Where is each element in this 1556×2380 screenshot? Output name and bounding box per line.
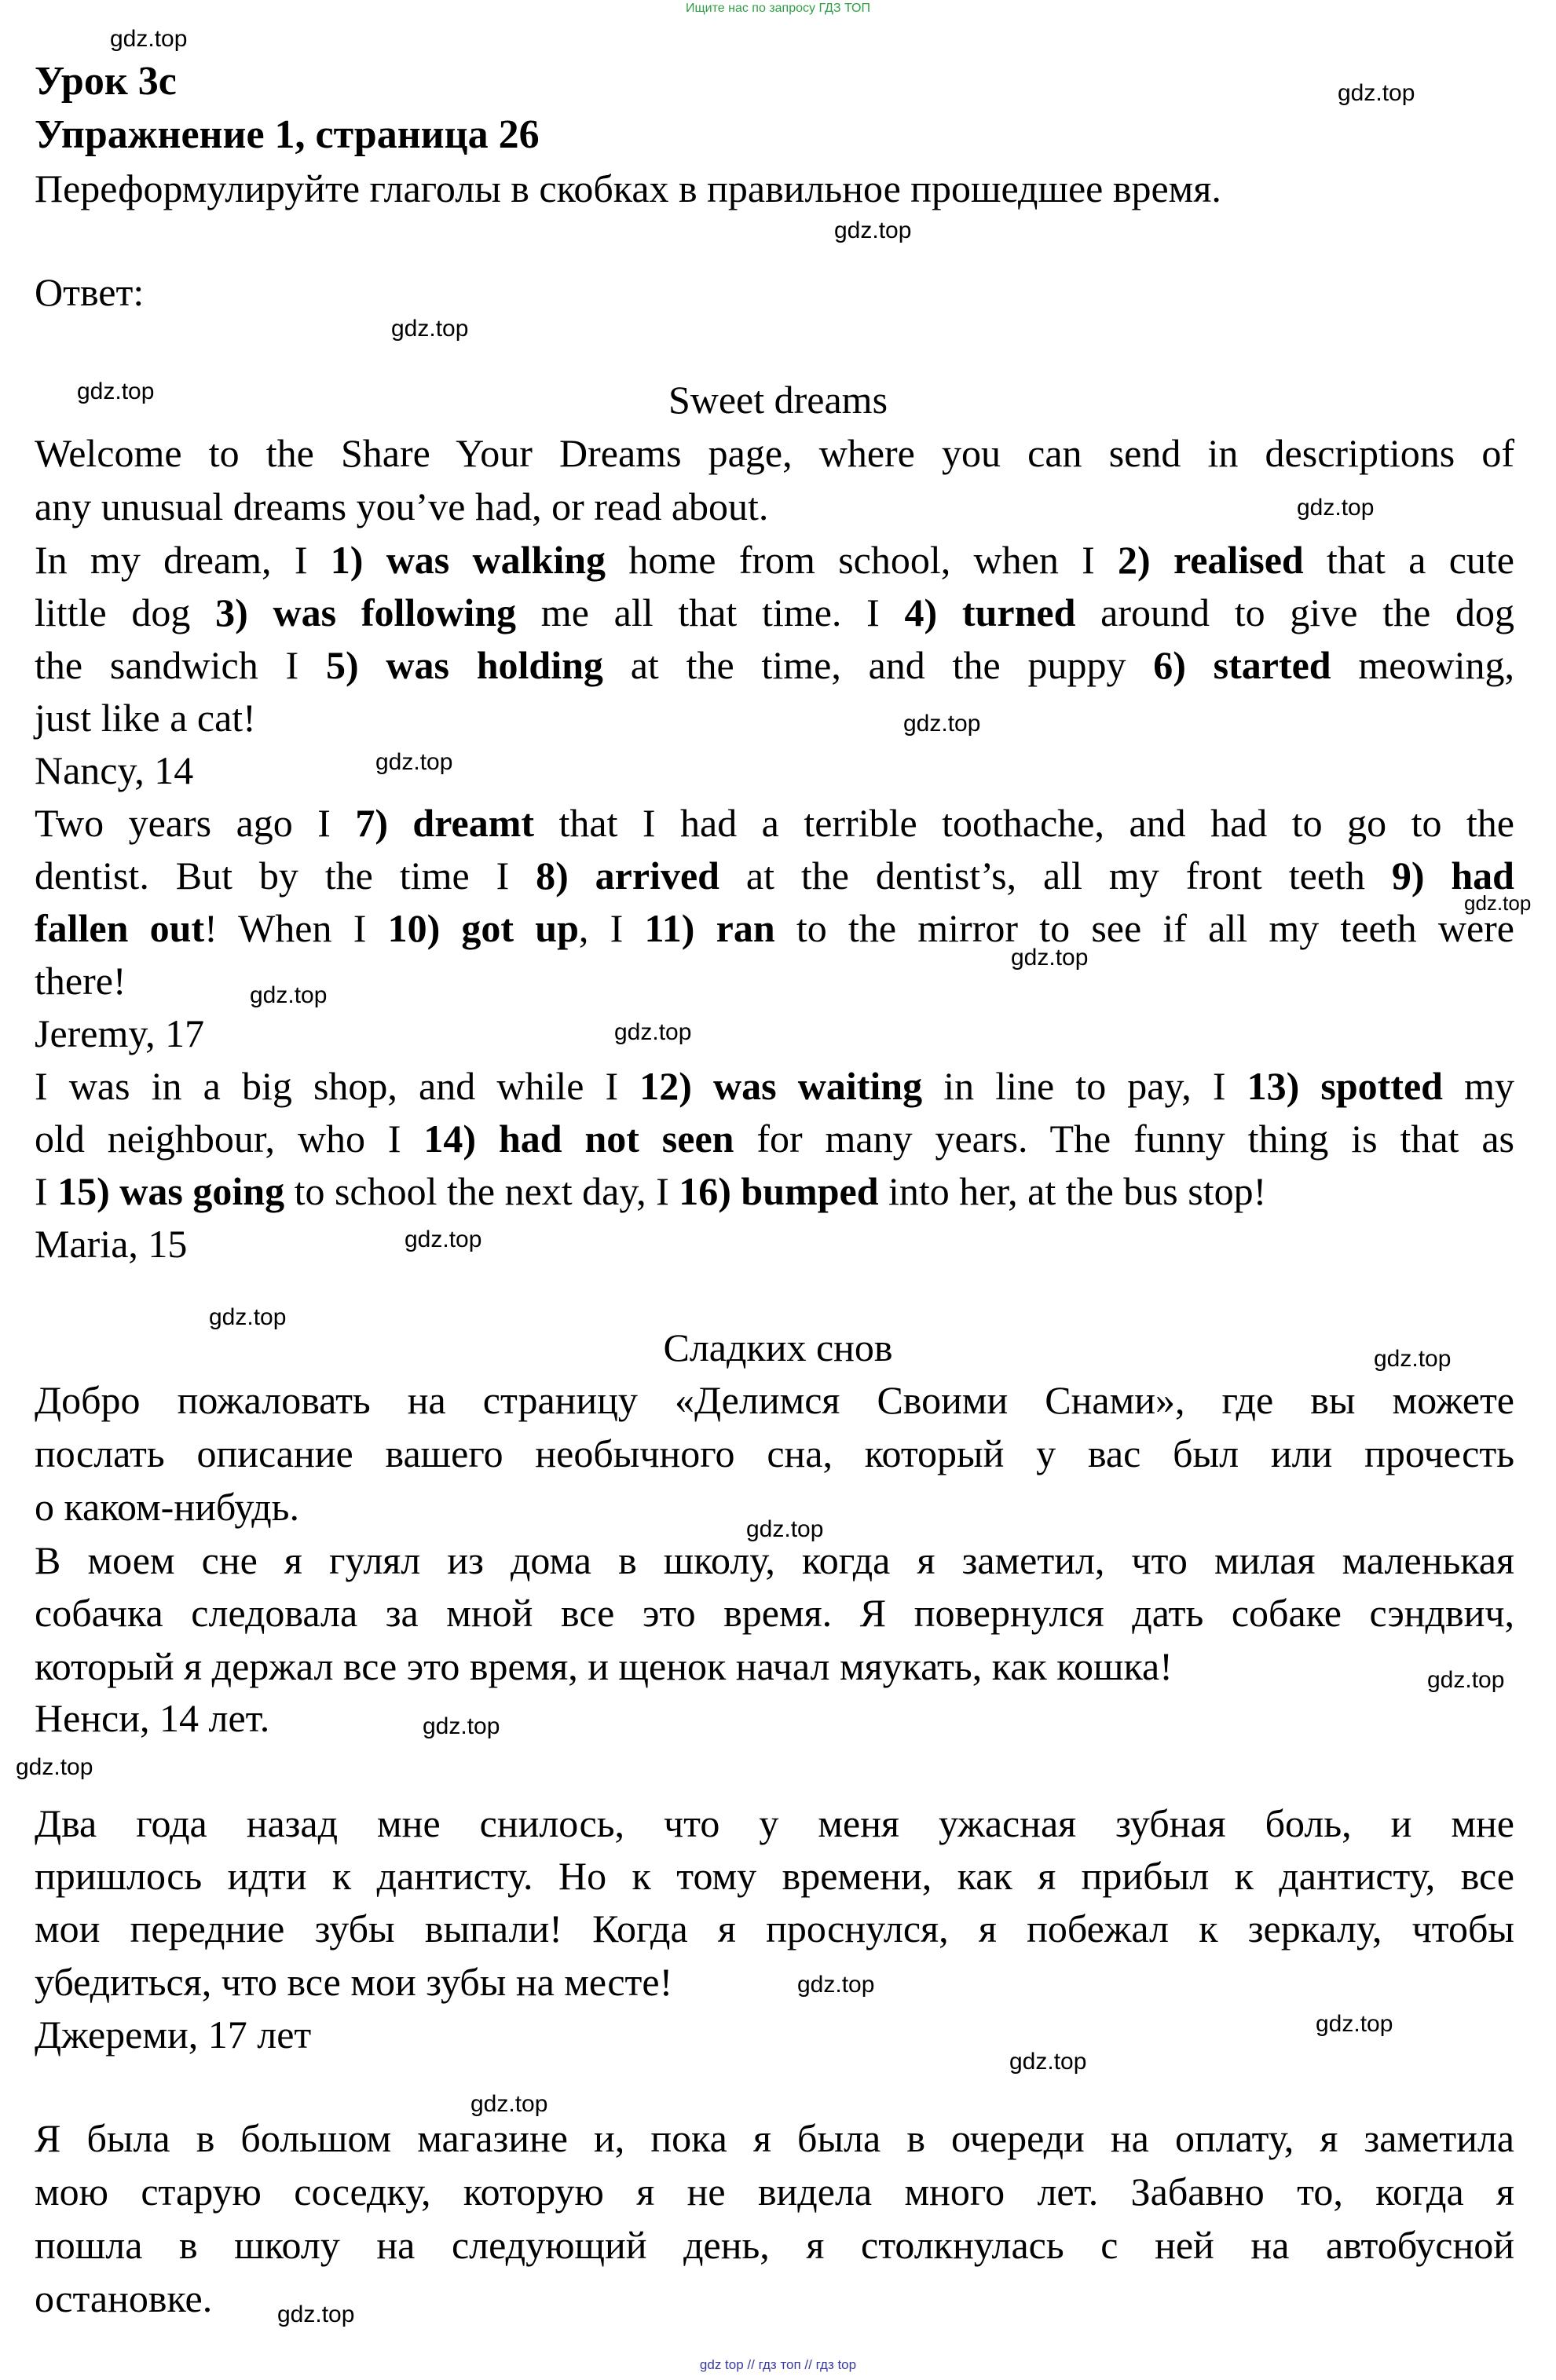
exercise-title: Упражнение 1, страница 26 xyxy=(35,112,540,157)
watermark: gdz.top xyxy=(250,982,328,1008)
ru-story2-line: мои передние зубы выпали! Когда я проснулся, я побежал к зеркалу, чтобы xyxy=(35,1907,1514,1950)
watermark: gdz.top xyxy=(1011,945,1089,971)
en-author: Nancy, 14 xyxy=(35,748,194,792)
ru-story1-line: В моем сне я гулял из дома в школу, когда я заметил, что милая маленькая xyxy=(35,1538,1514,1582)
watermark: gdz.top xyxy=(470,2091,548,2117)
en-intro-line: any unusual dreams you’ve had, or read about. xyxy=(35,484,769,528)
watermark: gdz.top xyxy=(16,1754,93,1780)
watermark: gdz.top xyxy=(77,378,155,404)
task-text: Переформулируйте глаголы в скобках в правильное прошедшее время. xyxy=(35,166,1221,210)
watermark: gdz.top xyxy=(1297,495,1375,521)
en-story3-line: I was in a big shop, and while I 12) was waiting in line to pay, I 13) spotted my xyxy=(35,1064,1514,1108)
ru-story1-line: собачка следовала за мной все это время. Я повернулся дать собаке сэндвич, xyxy=(35,1591,1514,1635)
watermark: gdz.top xyxy=(746,1516,824,1542)
ru-intro-line: послать описание вашего необычного сна, который у вас был или прочесть xyxy=(35,1431,1514,1475)
top-banner: Ищите нас по запросу ГДЗ ТОП xyxy=(686,2,870,15)
watermark: gdz.top xyxy=(903,711,981,737)
watermark: gdz.top xyxy=(797,1972,875,1998)
ru-intro-line: о каком-нибудь. xyxy=(35,1485,299,1529)
ru-story3-line: Я была в большом магазине и, пока я была в очереди на оплату, я заметила xyxy=(35,2116,1514,2160)
watermark: gdz.top xyxy=(1009,2049,1087,2075)
en-author: Jeremy, 17 xyxy=(35,1011,205,1055)
watermark: gdz.top xyxy=(1464,891,1532,915)
watermark: gdz.top xyxy=(834,218,912,243)
ru-story2-line: пришлось идти к дантисту. Но к тому времени, как я прибыл к дантисту, все xyxy=(35,1854,1514,1898)
en-story2-line: there! xyxy=(35,959,126,1003)
en-title: Sweet dreams xyxy=(668,378,888,422)
watermark: gdz.top xyxy=(614,1019,692,1045)
ru-story1-line: который я держал все это время, и щенок начал мяукать, как кошка! xyxy=(35,1644,1173,1688)
bottom-banner: gdz top // гдз топ // гдз top xyxy=(699,2357,857,2372)
ru-story2-line: Два года назад мне снилось, что у меня ужасная зубная боль, и мне xyxy=(35,1801,1514,1845)
en-story2-line: Two years ago I 7) dreamt that I had a terrible toothache, and had to go to the xyxy=(35,801,1514,845)
watermark: gdz.top xyxy=(1338,80,1415,106)
en-story1-line: little dog 3) was following me all that time. I 4) turned around to give the dog xyxy=(35,590,1514,634)
en-story1-line: just like a cat! xyxy=(35,696,256,740)
watermark: gdz.top xyxy=(1316,2011,1393,2037)
watermark: gdz.top xyxy=(391,316,469,342)
watermark: gdz.top xyxy=(375,749,453,775)
watermark: gdz.top xyxy=(423,1713,500,1739)
en-story1-line: In my dream, I 1) was walking home from school, when I 2) realised that a cute xyxy=(35,538,1514,582)
watermark: gdz.top xyxy=(405,1227,482,1252)
watermark: gdz.top xyxy=(277,2301,355,2327)
en-author: Maria, 15 xyxy=(35,1222,188,1266)
ru-story3-line: пошла в школу на следующий день, я столкнулась с ней на автобусной xyxy=(35,2223,1514,2267)
watermark: gdz.top xyxy=(209,1304,287,1330)
answer-label: Ответ: xyxy=(35,270,145,314)
ru-story3-line: мою старую соседку, которую я не видела много лет. Забавно то, когда я xyxy=(35,2170,1514,2214)
en-story2-line: dentist. But by the time I 8) arrived at the dentist’s, all my front teeth 9) had xyxy=(35,854,1514,898)
en-story1-line: the sandwich I 5) was holding at the time, and the puppy 6) started meowing, xyxy=(35,643,1514,687)
ru-story2-line: убедиться, что все мои зубы на месте! xyxy=(35,1960,673,2004)
watermark: gdz.top xyxy=(1427,1667,1505,1693)
en-intro-line: Welcome to the Share Your Dreams page, where you can send in descriptions of xyxy=(35,431,1514,475)
watermark: gdz.top xyxy=(1374,1346,1452,1372)
ru-intro-line: Добро пожаловать на страницу «Делимся Своими Снами», где вы можете xyxy=(35,1378,1514,1422)
ru-story3-line: остановке. xyxy=(35,2276,213,2320)
lesson-title: Урок 3с xyxy=(35,59,177,104)
watermark: gdz.top xyxy=(110,26,188,52)
en-story3-line: old neighbour, who I 14) had not seen for many years. The funny thing is that as xyxy=(35,1117,1515,1161)
ru-author: Джереми, 17 лет xyxy=(35,2013,312,2056)
ru-author: Ненси, 14 лет. xyxy=(35,1696,270,1740)
ru-title: Сладких снов xyxy=(663,1325,893,1369)
en-story2-line: fallen out! When I 10) got up, I 11) ran to the mirror to see if all my teeth were xyxy=(35,906,1514,950)
en-story3-line: I 15) was going to school the next day, I 16) bumped into her, at the bus stop! xyxy=(35,1169,1267,1213)
